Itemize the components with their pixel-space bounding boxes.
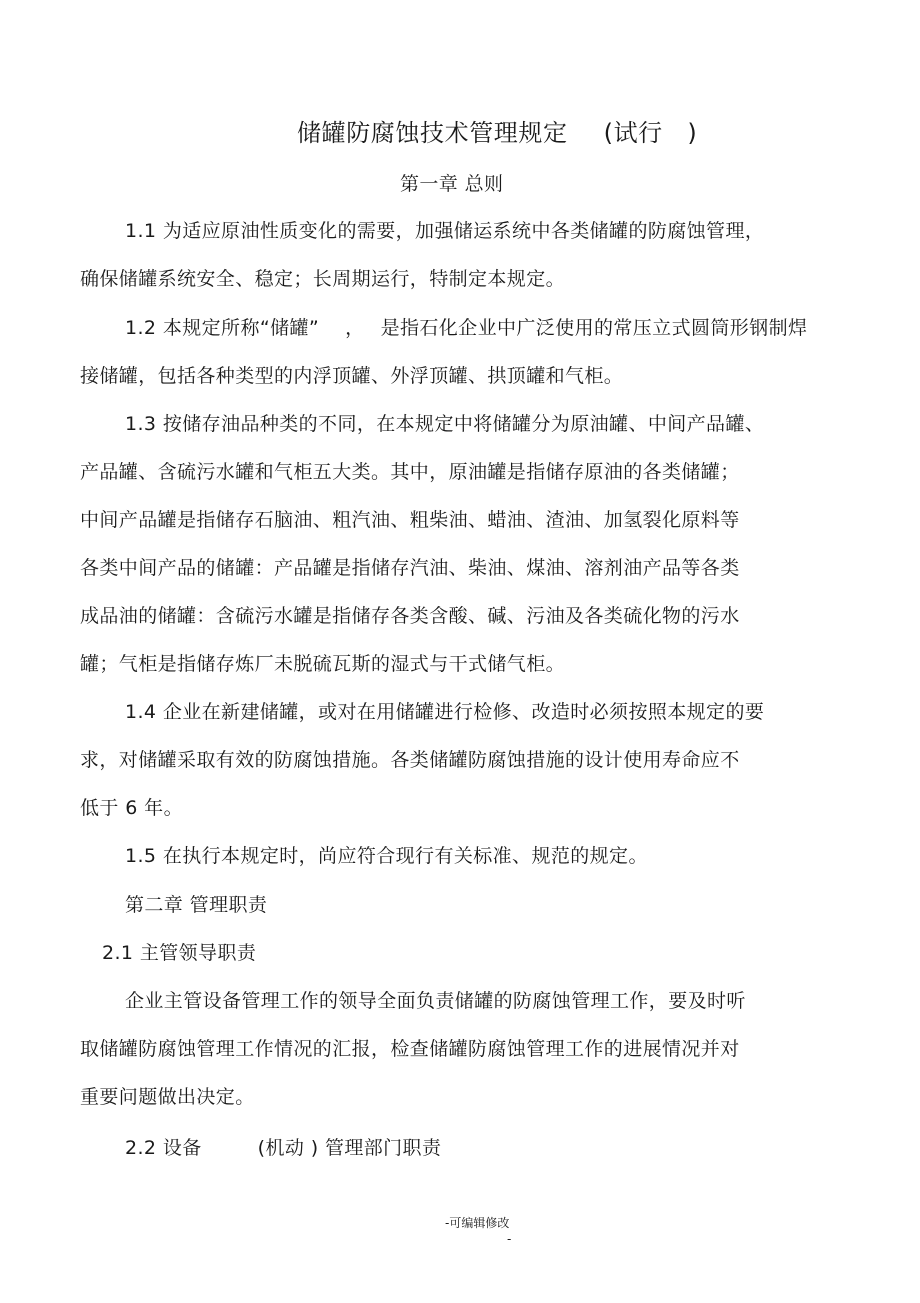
- para-1-1-line: 1.1 为适应原油性质变化的需要，加强储运系统中各类储罐的防腐蚀管理，: [125, 220, 765, 242]
- para-1-4-line: 低于 6 年。: [80, 797, 183, 819]
- para-1-2-rest: 是指石化企业中广泛使用的常压立式圆筒形钢制焊: [380, 317, 808, 339]
- para-1-5-line: 1.5 在执行本规定时，尚应符合现行有关标准、规范的规定。: [125, 845, 648, 867]
- para-1-2-line: [125, 316, 807, 340]
- section-2-2-lead: 2.2 设备: [125, 1137, 202, 1159]
- para-1-1-line: 确保储罐系统安全、稳定；长周期运行，特制定本规定。: [80, 268, 566, 290]
- section-2-2-rest: (机动 ) 管理部门职责: [257, 1137, 442, 1159]
- para-1-4-line: 求，对储罐采取有效的防腐蚀措施。各类储罐防腐蚀措施的设计使用寿命应不: [80, 749, 740, 771]
- para-1-2-lead: 1.2 本规定所称“储罐”: [125, 317, 320, 339]
- section-2-2-heading: [125, 1136, 441, 1160]
- para-1-3-line: 各类中间产品的储罐：产品罐是指储存汽油、柴油、煤油、溶剂油产品等各类: [80, 557, 740, 579]
- chapter-1-heading: 第一章 总则: [400, 173, 504, 195]
- footer-editable-note: -可编辑修改: [445, 1216, 510, 1230]
- para-1-3-line: 成品油的储罐：含硫污水罐是指储存各类含酸、碱、污油及各类硫化物的污水: [80, 605, 740, 627]
- title-main: 储罐防腐蚀技术管理规定: [297, 119, 568, 147]
- para-2-1-line: 重要问题做出决定。: [80, 1086, 255, 1108]
- para-1-3-line: 中间产品罐是指储存石脑油、粗汽油、粗柴油、蜡油、渣油、加氢裂化原料等: [80, 509, 740, 531]
- para-2-1-line: 企业主管设备管理工作的领导全面负责储罐的防腐蚀管理工作，要及时听: [125, 990, 746, 1012]
- para-1-3-line: 罐；气柜是指储存炼厂未脱硫瓦斯的湿式与干式储气柜。: [80, 653, 566, 675]
- title-suffix: (试行 ): [603, 119, 698, 147]
- para-1-2-line: 接储罐，包括各种类型的内浮顶罐、外浮顶罐、拱顶罐和气柜。: [80, 365, 624, 387]
- para-1-2-comma: ，: [345, 317, 365, 339]
- section-2-1-heading: 2.1 主管领导职责: [102, 942, 257, 964]
- document-title: [297, 118, 697, 148]
- chapter-2-heading: 第二章 管理职责: [125, 894, 268, 916]
- para-1-3-line: 1.3 按储存油品种类的不同，在本规定中将储罐分为原油罐、中间产品罐、: [125, 413, 765, 435]
- para-1-3-line: 产品罐、含硫污水罐和气柜五大类。其中，原油罐是指储存原油的各类储罐；: [80, 461, 740, 483]
- para-2-1-line: 取储罐防腐蚀管理工作情况的汇报，检查储罐防腐蚀管理工作的进展情况并对: [80, 1038, 740, 1060]
- para-1-4-line: 1.4 企业在新建储罐，或对在用储罐进行检修、改造时必须按照本规定的要: [125, 701, 765, 723]
- footer-dash: -: [507, 1232, 512, 1246]
